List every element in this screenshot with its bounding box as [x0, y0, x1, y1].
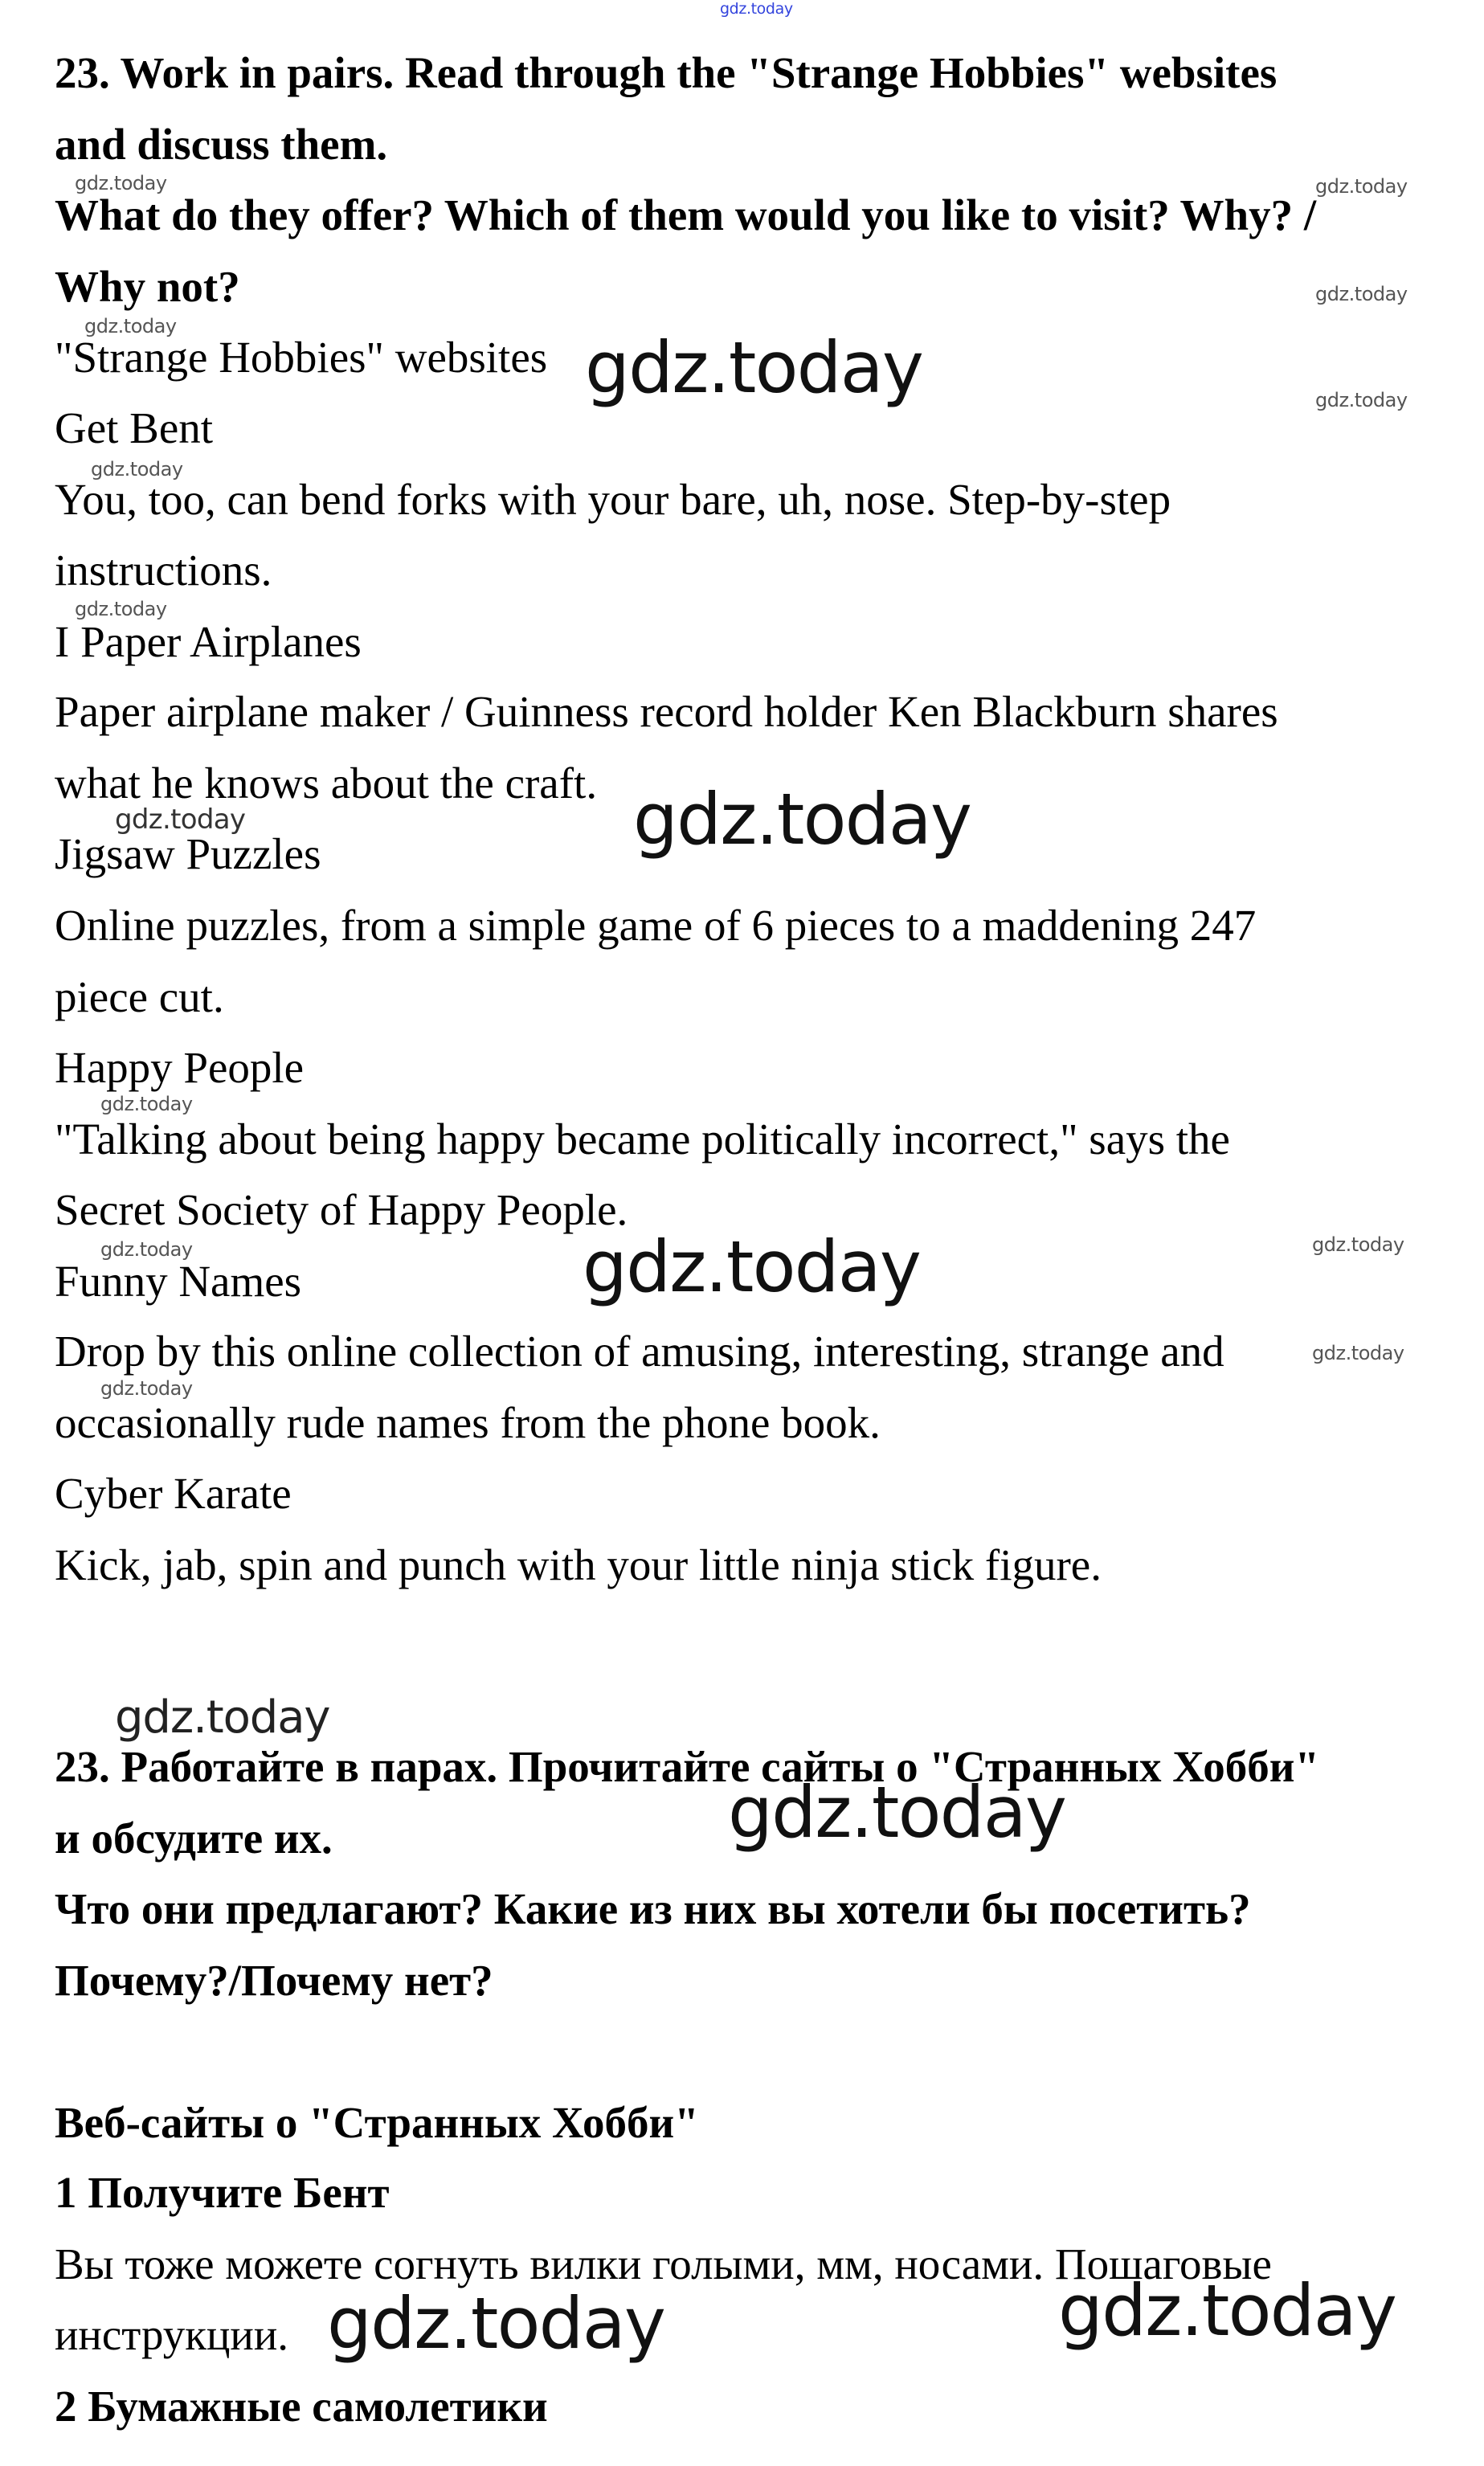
task-heading: 23. Work in pairs. Read through the "Strange Hobbies" websites: [55, 48, 1278, 97]
item-title: Jigsaw Puzzles: [55, 829, 321, 878]
item-desc: Drop by this online collection of amusing, interesting, strange and: [55, 1327, 1224, 1376]
item-title: Get Bent: [55, 403, 214, 452]
item-desc: occasionally rude names from the phone book.: [55, 1398, 881, 1447]
watermark: gdz.today: [1315, 283, 1408, 305]
item-desc: Kick, jab, spin and punch with your little ninja stick figure.: [55, 1540, 1102, 1589]
item-desc: "Talking about being happy became politically incorrect," says the: [55, 1114, 1230, 1163]
item-title: Cyber Karate: [55, 1469, 292, 1518]
task-question: Why not?: [55, 262, 240, 311]
watermark: gdz.today: [585, 326, 923, 409]
watermark: gdz.today: [100, 1238, 193, 1261]
item-desc: Paper airplane maker / Guinness record holder Ken Blackburn shares: [55, 687, 1278, 736]
watermark: gdz.today: [728, 1771, 1066, 1854]
watermark: gdz.today: [115, 804, 246, 836]
item-title-ru: 1 Получите Бент: [55, 2168, 390, 2217]
watermark: gdz.today: [327, 2282, 665, 2365]
task-question-ru: Что они предлагают? Какие из них вы хотели бы посетить?: [55, 1884, 1251, 1933]
watermark: gdz.today: [1315, 389, 1408, 411]
task-question-ru: Почему?/Почему нет?: [55, 1956, 493, 2005]
watermark: gdz.today: [720, 0, 793, 18]
watermark: gdz.today: [633, 778, 971, 861]
item-title: Happy People: [55, 1043, 305, 1092]
section-title-ru: Веб-сайты о "Странных Хобби": [55, 2098, 699, 2147]
watermark: gdz.today: [583, 1225, 921, 1308]
watermark: gdz.today: [100, 1093, 193, 1115]
item-desc: what he knows about the craft.: [55, 759, 598, 808]
item-title-ru: 2 Бумажные самолетики: [55, 2382, 548, 2431]
watermark: gdz.today: [115, 1691, 330, 1744]
watermark: gdz.today: [1058, 2269, 1396, 2352]
watermark: gdz.today: [100, 1377, 193, 1400]
watermark: gdz.today: [1312, 1233, 1404, 1256]
watermark: gdz.today: [75, 172, 167, 194]
watermark: gdz.today: [1315, 175, 1408, 198]
item-desc: Online puzzles, from a simple game of 6 pieces to a maddening 247: [55, 901, 1257, 950]
item-desc: piece cut.: [55, 972, 224, 1021]
task-heading-ru: 23. Работайте в парах. Прочитайте сайты о "Странных Хобби": [55, 1742, 1319, 1791]
item-title: I Paper Airplanes: [55, 617, 362, 666]
task-heading: and discuss them.: [55, 120, 388, 169]
watermark: gdz.today: [91, 458, 183, 481]
task-heading-ru: и обсудите их.: [55, 1814, 333, 1863]
item-desc: You, too, can bend forks with your bare, uh, nose. Step-by-step: [55, 475, 1171, 524]
item-desc-ru: инструкции.: [55, 2310, 289, 2359]
item-title: Funny Names: [55, 1257, 302, 1306]
watermark: gdz.today: [75, 598, 167, 620]
watermark: gdz.today: [84, 315, 177, 337]
item-desc-ru: Вы тоже можете согнуть вилки голыми, мм, носами. Пошаговые: [55, 2239, 1272, 2288]
section-title: "Strange Hobbies" websites: [55, 333, 548, 382]
item-desc: instructions.: [55, 546, 272, 595]
task-question: What do they offer? Which of them would you like to visit? Why? /: [55, 190, 1317, 239]
watermark: gdz.today: [1312, 1342, 1404, 1364]
item-desc: Secret Society of Happy People.: [55, 1185, 628, 1234]
